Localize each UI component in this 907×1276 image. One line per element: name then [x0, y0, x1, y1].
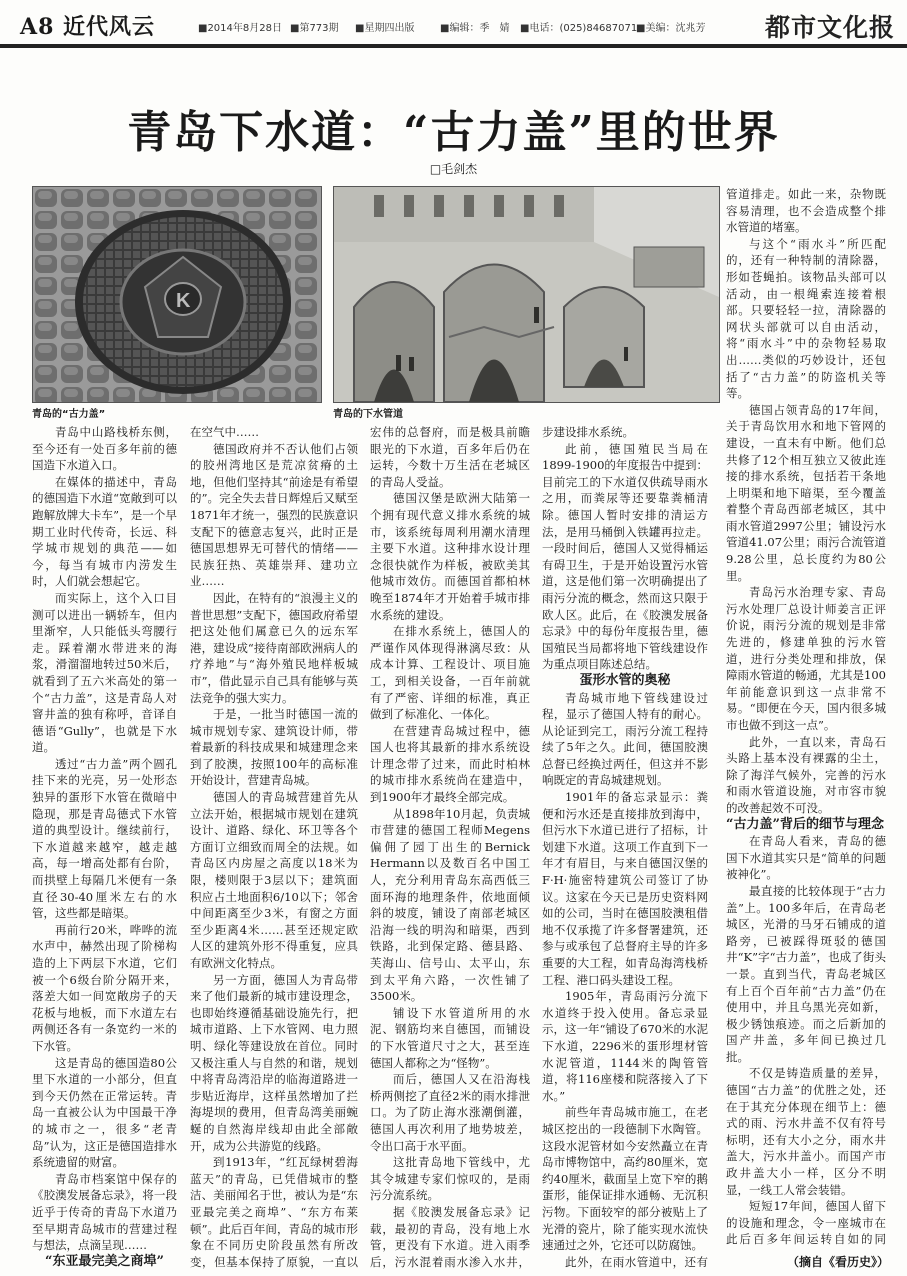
paragraph: 德国汉堡是欧洲大陆第一个拥有现代意义排水系统的城市，该系统每周利用潮水清理主要下水道。这种排水设计理念很快就作为样板，被欧美其他城市效仿。而德国首都柏林晚至1874年才开始着手城市排水系统的建设。 [370, 491, 530, 622]
paragraph: 与这个“雨水斗”所匹配的，还有一种特制的清除器，形如苍蝇拍。该物品头部可以活动，由一根绳索连接着根部。只要轻轻一拉，清除器的网状头部就可以自由活动，将“雨水斗”中的杂物轻易取出……类似的巧妙设计，还包括了“古力盖”的防盗机关等等。 [726, 236, 886, 401]
subheading: 蛋形水管的奥秘 [579, 672, 671, 688]
paragraph: 最直接的比较体现于“古力盖”上。100多年后，在青岛老城区，光滑的马牙石铺成的道路旁，已被踩得斑驳的德国井“K”字“古力盖”，也成了街头一景。直到当代，青岛老城区有上百个百年前“古力盖”仍在使用中，并且乌黑光亮如新，极少锈蚀痕迹。而之后新加的国产井盖，多年间已换过几批。 [726, 883, 886, 1064]
phone-number: ■电话：(025)84687071 [520, 23, 638, 34]
article-byline: □毛剑杰 [429, 162, 478, 176]
paragraph: 而实际上，这个入口目测可以进出一辆轿车，但内里渐窄，人只能低头弯腰行走。踩着潮水带进来的海浆，滑溜溜地转过50米后，就看到了五六米高处的第一个“古力盖”，这是青岛人对窨井盖的独有称呼，音译自德语“Gully”，也就是下水道。 [32, 590, 177, 755]
paragraph: 据《胶澳发展备忘录》记载，最初的青岛，没有地上水管，更没有下水道。进入雨季后，污水混着雨水渗入水井， [370, 1204, 530, 1269]
issue-date: ■2014年8月28日 [198, 23, 282, 34]
paragraph: 铺设下水管道所用的水泥、钢筋均来自德国，而铺设的下水管道尺寸之大，甚至连德国人都称之为“怪物”。 [370, 1005, 530, 1070]
paragraph: 在青岛人看来，青岛的德国下水道其实只是“简单的问题被神化”。 [726, 834, 886, 882]
paragraph: 透过“古力盖”两个圆孔挂下来的光亮，另一处形态独异的蛋形下水管在微暗中隐现，那是青岛德式下水管道的典型设计。继续前行，下水道越来越窄，越走越高，每一增高处都有台阶，而拱壁上每隔几米便有一条直径30-40厘米左右的水管，这些都是暗渠。 [32, 756, 177, 921]
paragraph: 德国人的青岛城营建首先从立法开始，根据城市规划在建筑设计、道路、绿化、环卫等各个方面订立细致而周全的法规。如青岛区内房屋之高度以18米为限，楼则限于3层以下；建筑面积应占土地面积6/10以下；邻舍中间距离至少3米，有窗之方面至少距离4米……甚至还规定欧人区的建筑外形不得重复，应具有欧洲文化特点。 [190, 790, 358, 970]
article-source: （摘自《看历史》） [786, 1255, 889, 1269]
paragraph: 此外，一直以来，青岛石头路上基本没有裸露的尘土，除了海洋气候外，完善的污水和雨水管道设施，对市容市貌的改善起效不可没。 [726, 734, 886, 815]
article-column-4 [542, 424, 708, 1270]
article-column-3 [370, 424, 530, 1270]
article-column-2 [190, 424, 358, 1270]
subheading: “东亚最完美之商埠” [45, 1253, 164, 1269]
newspaper-brand: 都市文化报 [765, 13, 896, 42]
article-column-5 [726, 186, 886, 1250]
article-title: 青岛下水道：“古力盖”里的世界 [127, 107, 780, 158]
photo-caption-right: 青岛的下水管道 [333, 409, 403, 420]
issue-weekday: ■星期四出版 [355, 23, 415, 34]
paragraph: 宏伟的总督府，而是极具前瞻眼光的下水道，百多年后仍在运转，今数十万生活在老城区的青岛人受益。 [370, 425, 530, 489]
paragraph: 青岛城市地下管线建设过程，显示了德国人特有的耐心。从论证到完工，雨污分流工程持续了5年之久。此间，德国胶澳总督已经换过两任，但这并不影响既定的青岛城建规划。 [542, 690, 708, 788]
editor-credit: ■编辑：季 婧 [440, 23, 510, 34]
paragraph: 再前行20米，哗哗的流水声中，赫然出现了阶梯构造的上下两层下水道，它们被一个6级台阶分隔开来，落差大如一间宽敞房子的天花板与地板，而下水道左右两侧还各有一条宽约一米的下水管。 [32, 922, 177, 1053]
paragraph: 在营建青岛城过程中，德国人也将其最新的排水系统设计理念带了过来，而此时柏林的城市排水系统尚在建造中，到1900年才最终全部完成。 [370, 723, 530, 805]
paragraph: 青岛中山路栈桥东侧，至今还有一处百多年前的德国造下水道入口。 [32, 425, 177, 473]
paragraph: 前些年青岛城市施工，在老城区挖出的一段德制下水陶管。这段水泥管材如今安然矗立在青岛市博物馆中，高约80厘米，宽约40厘米，截面呈上宽下窄的鹅蛋形，能保证排水通畅、无沉积污物。下面较窄的部分被贴上了光滑的瓷片，除了能实现水流快速通过之外，它还可以防腐蚀。 [542, 1105, 708, 1253]
article-column-1 [32, 424, 177, 1270]
paragraph: 在空气中…… [190, 425, 259, 439]
paragraph: 步建设排水系统。 [542, 425, 634, 439]
paragraph: 德国政府并不否认他们占领的胶州湾地区是荒凉贫瘠的土地，但他们坚持其“前途是有希望的”。完全失去昔日辉煌后又赋至1871年才统一，强烈的民族意识支配下的德意志复兴，此时正是德国思想界无可替代的情绪——民族狂热、英雄崇拜、建功立业…… [190, 441, 358, 589]
paragraph: 而后，德国人又在沿海栈桥两侧挖了直径2米的雨水排泄口。为了防止海水涨潮倒灌，德国人再次利用了地势坡差，令出口高于水平面。 [370, 1072, 530, 1153]
paragraph: 这是青岛的德国造80公里下水道的一小部分，但直到今天仍然在正常运转。青岛一直被公认为中国最干净的城市之一，很多“老青岛”认为，这正是德国造排水系统遗留的财富。 [32, 1055, 177, 1170]
paragraph: 于是，一批当时德国一流的城市规划专家、建筑设计师，带着最新的科技成果和城建理念来到了胶澳，按照100年的高标准开始设计，营建青岛城。 [190, 707, 358, 788]
paragraph: 因此，在特有的“浪漫主义的普世思想”支配下，德国政府希望把这处他们属意已久的远东军港，建设成“接待南部欧洲病人的疗养地”与“海外殖民地样板城市”，借此显示自己具有能够与英法竞争的强大实力。 [190, 590, 358, 705]
sewer-illustration [333, 186, 720, 403]
manhole-cover-photo [32, 186, 322, 403]
photo-caption-left: 青岛的“古力盖” [32, 409, 106, 420]
paragraph: 这批青岛地下管线中，尤其令城建专家们惊叹的，是雨污分流系统。 [370, 1155, 530, 1203]
paragraph: 青岛市档案馆中保存的《胶澳发展备忘录》，将一段近乎于传奇的青岛下水道乃至早期青岛城市的营建过程与想法，点滴呈现…… [32, 1171, 177, 1253]
subheading: “古力盖”背后的细节与理念 [726, 816, 884, 832]
header-rule [0, 44, 907, 48]
paragraph: 此外，在雨水管道中，还有 [565, 1254, 708, 1269]
paragraph: 在媒体的描述中，青岛的德国造下水道“宽敞到可以跑解放牌大卡车”，是一个早期工业时代传奇，长远、科学城市规划的典范——如今，每当有城市内涝发生时，人们就会想起它。 [32, 474, 177, 589]
paragraph: 此前，德国殖民当局在1899-1900的年度报告中提到：目前完工的下水道仅供疏导雨水之用，而粪尿等还要靠粪桶清除。德国人暂时安排的清运方法，是用马桶倒入铁罐再拉走。一段时间后，德国人又觉得桶运有碍卫生，于是开始设置污水管道，这是他们第一次明确提出了雨污分流的概念，然而这只限于欧人区。此后，在《胶澳发展备忘录》中的每份年度报告里，德国殖民当局都将地下管线建设作为重点项目陈述总结。 [542, 441, 708, 672]
paragraph: 青岛污水治理专家、青岛污水处理厂总设计师姜言正评价说，雨污分流的规划是非常先进的，修建单独的污水管道，进行分类处理和排放，保障雨水管道的畅通，尤其是100年前能意识到这一点非常不易。“即便在今天，国内很多城市也做不到这一点”。 [726, 585, 886, 732]
paragraph: 1905年，青岛雨污分流下水道终于投入使用。备忘录显示，这一年“铺设了670米的水泥下水道，2296米的蛋形埋材管水泥管道，1144米的陶管管道，将116座楼和院落接入了下水。” [542, 989, 708, 1103]
paragraph: 管道排走。如此一来，杂物既容易清理，也不会造成整个排水管道的堵塞。 [726, 187, 886, 235]
paragraph: 另一方面，德国人为青岛带来了他们最新的城市建设理念，也即始终遵循基础设施先行，把城市道路、上下水管网、电力照明、绿化等建设放在首位。同时又极注重人与自然的和谐，规划中将青岛湾沿岸的临海道路进一步贴近海岸，这样虽然增加了拦海堤坝的费用，但青岛湾美丽蜿蜒的自然海岸线却由此全部敞开，成为公共游览的线路。 [190, 972, 358, 1153]
paragraph: 在排水系统上，德国人的严谨作风体现得淋漓尽致：从成本计算、工程设计、项目施工，到相关设备，一百年前就有了严密、详细的标准，真正做到了标准化、一体化。 [370, 624, 530, 722]
section-title: A8 近代风云 [20, 14, 156, 40]
paragraph: 从1898年10月起，负责城市营建的德国工程师Megens偏佣了园丁出生的Bernick Hermann以及数百名中国工人，充分利用青岛东高西低三面环海的地理条件，依地面倾斜的坡度，铺设了南部老城区沿海一线的明沟和暗渠，西到铁路，北到保定路、德县路、芙海山、信号山、太平山，东到太平角六路，一次性铺了3500米。 [370, 806, 530, 1004]
paragraph: 1901年的备忘录显示：粪便和污水还是直接排放到海中，但污水下水道已进行了招标，计划建下水道。这项工作直到下一年才有眉目，与来自德国汉堡的F·H·施密特建筑公司签订了协议。这家在今天已是历史资料网如的公司，当时在德国胶澳租借地不仅承揽了许多督署建筑，还参与或承包了总督府主导的许多重要的大工程，如青岛海湾栈桥工程、港口码头建设工程。 [542, 790, 708, 987]
svg-text:K: K [176, 290, 191, 312]
paragraph: 德国占领青岛的17年间，关于青岛饮用水和地下管网的建设，一直未有中断。他们总共修了12个相互独立又彼此连接的排水系统，包括若干条地上明渠和地下暗渠，至今覆盖着整个青岛西部老城区，其中雨水管道2997公里；铺设污水管道41.07公里；雨污合流管道9.28公里，总长度约为80公里。 [726, 402, 886, 583]
paragraph: 短短17年间，德国人留下的设施和理念，令一座城市在此后百多年间运转自如的同 [726, 1199, 886, 1247]
paragraph: 到1913年，“红瓦绿树碧海蓝天”的青岛，已凭借城市的整洁、美丽闻名于世，被认为是“东亚最完美之商埠”、“东方布莱顿”。此后百年间，青岛的城市形象在不同历史阶段虽然有所改变，但基本保持了原貌，一直以 [190, 1155, 358, 1269]
paragraph: 不仅是铸造质量的差异，德国“古力盖”的优胜之处，还在于其充分体现在细节上：德式的雨、污水井盖不仅有符号标明，还有大小之分，雨水井盖大，污水井盖小。而国产市政井盖大小一样，区分不明显，一线工人常会装错。 [726, 1066, 886, 1197]
designer-credit: ■美编：沈兆芳 [636, 23, 706, 34]
issue-number: ■第773期 [290, 23, 339, 34]
